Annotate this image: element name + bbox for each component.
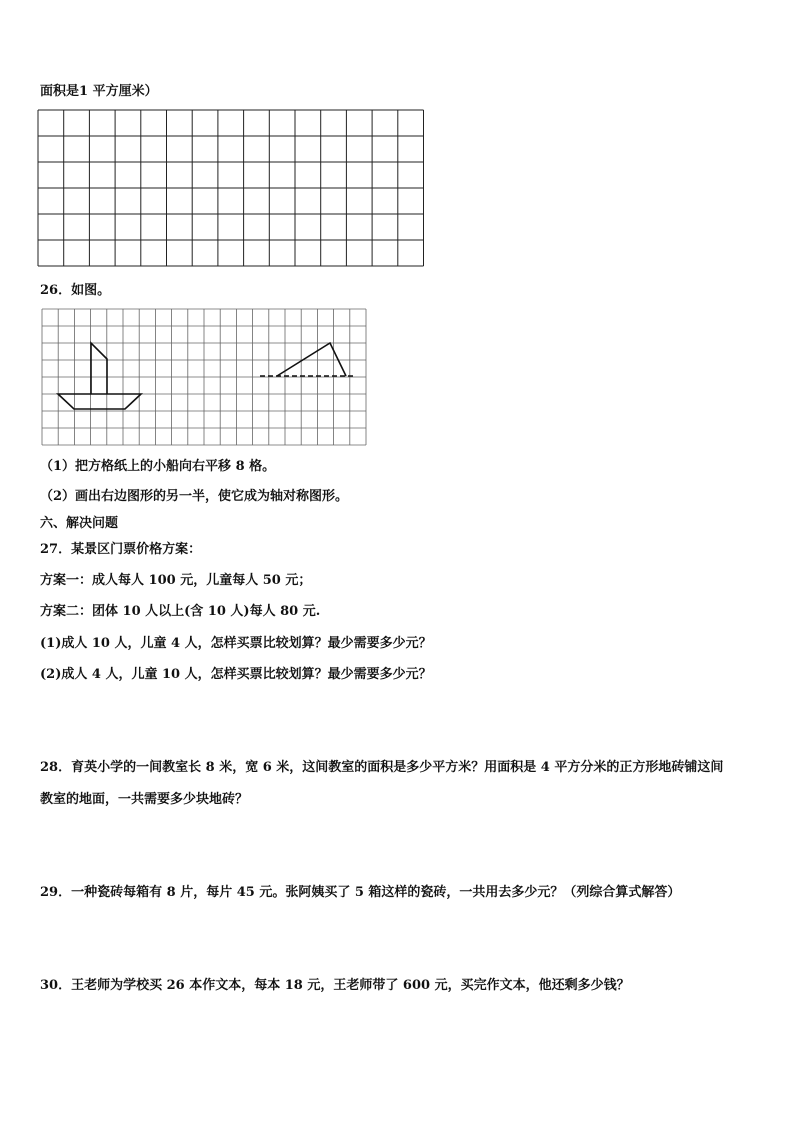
- q28-line1: 28．育英小学的一间教室长 8 米，宽 6 米，这间教室的面积是多少平方米？用面积是 4 平方分米的正方形地砖铺这间: [40, 760, 724, 775]
- q28-line2: 教室的地面，一共需要多少块地砖？: [40, 792, 249, 807]
- boat-sail: [91, 343, 107, 394]
- q26-sub2: （2）画出右边图形的另一半，使它成为轴对称图形。: [40, 489, 349, 504]
- section-six-heading: 六、解决问题: [40, 516, 119, 531]
- q27-plan2: 方案二：团体 10 人以上(含 10 人)每人 80 元.: [40, 604, 321, 619]
- q26-title: 26．如图。: [40, 283, 111, 298]
- q30-text: 30．王老师为学校买 26 本作文本，每本 18 元，王老师带了 600 元，买完作文本，他还剩多少钱？: [40, 978, 630, 993]
- square-grid: [36, 108, 430, 272]
- half-triangle: [277, 343, 346, 376]
- q27-part2: (2)成人 4 人，儿童 10 人，怎样买票比较划算？最少需要多少元？: [40, 667, 432, 682]
- q26-sub1: （1）把方格纸上的小船向右平移 8 格。: [40, 459, 276, 474]
- intro-line: 面积是1 平方厘米）: [40, 84, 158, 99]
- q27-plan1: 方案一：成人每人 100 元，儿童每人 50 元；: [40, 573, 312, 588]
- graph-paper-figure: [38, 305, 370, 451]
- q29-text: 29．一种瓷砖每箱有 8 片，每片 45 元。张阿姨买了 5 箱这样的瓷砖，一共用去多少元？（列综合算式解答）: [40, 885, 681, 900]
- q27-part1: (1)成人 10 人，儿童 4 人，怎样买票比较划算？最少需要多少元？: [40, 636, 432, 651]
- boat-hull: [58, 394, 141, 409]
- q27-title: 27．某景区门票价格方案：: [40, 542, 202, 557]
